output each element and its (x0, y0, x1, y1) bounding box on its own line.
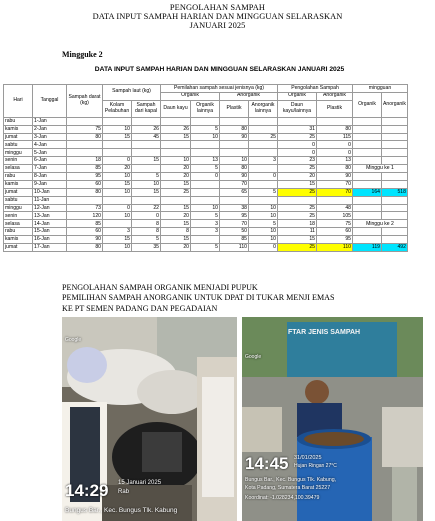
table-cell: 110 (220, 244, 249, 252)
table-cell (382, 212, 408, 220)
data-table (3, 84, 408, 252)
table-cell (249, 165, 278, 173)
table-cell: jumat (4, 244, 33, 252)
table-row (4, 228, 408, 236)
photo-1-date: 15 Januari 2025 (118, 480, 162, 486)
table-cell: 10 (249, 236, 278, 244)
table-cell: 60 (67, 228, 103, 236)
table-cell: 5 (191, 125, 220, 133)
table-cell (132, 165, 161, 173)
table-cell: 13 (191, 157, 220, 165)
table-cell: selasa (4, 220, 33, 228)
table-cell (103, 149, 132, 157)
table-cell: 15 (161, 133, 191, 141)
table-cell: 70 (220, 180, 249, 188)
table-row (4, 133, 408, 141)
table-cell (382, 117, 408, 125)
photo-1 (62, 317, 237, 521)
table-cell: 18 (67, 157, 103, 165)
table-cell (382, 196, 408, 204)
table-cell (382, 157, 408, 165)
photo-1-day: Rab (118, 489, 130, 495)
table-cell: 90 (67, 236, 103, 244)
table-cell (353, 149, 382, 157)
table-cell (132, 149, 161, 157)
table-cell: 10 (249, 212, 278, 220)
table-cell: 3 (103, 228, 132, 236)
table-cell: 0 (278, 141, 317, 149)
table-cell (132, 117, 161, 125)
table-cell (220, 196, 249, 204)
table-cell (382, 180, 408, 188)
header-peng-daun: Daun kayu/lainnya (278, 100, 317, 117)
table-cell: 5 (249, 220, 278, 228)
table-cell: 0 (317, 149, 353, 157)
table-cell (220, 149, 249, 157)
table-cell: 0 (191, 173, 220, 181)
table-cell: 90 (220, 173, 249, 181)
header-daun-kayu: Daun kayu (161, 100, 191, 117)
table-cell: 73 (67, 204, 103, 212)
table-cell (353, 204, 382, 212)
table-cell (353, 180, 382, 188)
table-cell: 25 (249, 133, 278, 141)
photo-1-brand: Google (65, 337, 82, 343)
table-cell: 25 (278, 204, 317, 212)
table-cell: 105 (317, 212, 353, 220)
table-cell (382, 173, 408, 181)
photo-2-date: 31/01/2025 (294, 455, 322, 461)
photo-2-address2: Kota Padang, Sumatera Barat 25227 (245, 485, 331, 491)
table-cell: 20 (161, 212, 191, 220)
table-cell: sabtu (4, 141, 33, 149)
table-cell: 95 (67, 173, 103, 181)
table-cell (353, 133, 382, 141)
table-cell: 10 (103, 244, 132, 252)
table-cell: 8 (132, 220, 161, 228)
table-cell: 16-Jan (33, 236, 67, 244)
table-cell: selasa (4, 165, 33, 173)
table-cell: 13 (317, 157, 353, 165)
table-cell (191, 188, 220, 196)
table-cell: 5-Jan (33, 149, 67, 157)
table-cell: 3 (191, 220, 220, 228)
table-cell: 35 (132, 244, 161, 252)
table-cell (220, 117, 249, 125)
table-cell (353, 141, 382, 149)
table-cell: 80 (317, 125, 353, 133)
table-cell (67, 117, 103, 125)
table-cell (220, 141, 249, 149)
header-mingguan: mingguan (353, 85, 408, 93)
table-cell: 15 (103, 133, 132, 141)
table-row (4, 173, 408, 181)
header-anorganik: Anorganik (220, 92, 278, 100)
header-pemilahan: Pemilahan sampah sesuai jenisnya (kg) (161, 85, 278, 93)
note-line2: PEMILIHAN SAMPAH ANORGANIK UNTUK DPAT DI TUKAR MENJI EMAS (62, 293, 335, 303)
table-cell (132, 141, 161, 149)
table-cell: 5 (132, 236, 161, 244)
table-cell: 45 (132, 133, 161, 141)
photo-2-sign: FTAR JENIS SAMPAH (288, 329, 361, 336)
weekly-anorganik-cell: 492 (382, 244, 408, 252)
table-row (4, 141, 408, 149)
table-cell: 85 (220, 236, 249, 244)
table-cell: 14-Jan (33, 220, 67, 228)
table-cell: 23 (278, 157, 317, 165)
week-note-1: Minggu ke 1 (353, 165, 408, 173)
doc-title-line1: PENGOLAHAN SAMPAH (169, 3, 266, 12)
table-cell: 15 (161, 236, 191, 244)
table-cell (67, 141, 103, 149)
table-cell: 80 (220, 125, 249, 133)
table-cell (382, 125, 408, 133)
table-cell: 10 (161, 157, 191, 165)
table-cell (191, 180, 220, 188)
photo-2-temp: Hujan Ringan 27°C (294, 463, 337, 469)
header-peng-anorganik: Anorganik (317, 92, 353, 100)
table-cell (103, 141, 132, 149)
header-organik: Organik (161, 92, 220, 100)
table-row (4, 180, 408, 188)
table-cell: 60 (67, 180, 103, 188)
table-cell: 15 (132, 188, 161, 196)
table-cell: 0 (103, 204, 132, 212)
table-cell: 85 (67, 220, 103, 228)
week-note-2: Minggu ke 2 (353, 220, 408, 228)
table-cell: 75 (317, 220, 353, 228)
table-cell: 5 (191, 244, 220, 252)
table-cell: 20 (161, 173, 191, 181)
table-cell: 5 (191, 212, 220, 220)
table-cell: 6-Jan (33, 157, 67, 165)
table-cell: 70 (220, 220, 249, 228)
table-cell: 26 (161, 125, 191, 133)
table-cell: 13-Jan (33, 212, 67, 220)
table-cell (317, 117, 353, 125)
header-kolam: Kolam Pelabuhan (103, 100, 132, 117)
table-cell (103, 196, 132, 204)
table-cell (191, 196, 220, 204)
table-cell: 10 (103, 212, 132, 220)
table-cell (249, 149, 278, 157)
table-row (4, 244, 408, 252)
table-cell: 20 (103, 165, 132, 173)
table-cell (103, 220, 132, 228)
table-cell: 15 (161, 220, 191, 228)
table-cell: 3-Jan (33, 133, 67, 141)
table-cell (382, 141, 408, 149)
table-cell: 8-Jan (33, 173, 67, 181)
table-cell: 5 (132, 173, 161, 181)
table-cell (191, 117, 220, 125)
table-cell: 25 (278, 244, 317, 252)
table-cell (278, 196, 317, 204)
header-organik-lainnya: Organik lainnya (191, 100, 220, 117)
header-pengolahan: Pengolahan Sampah (278, 85, 353, 93)
table-cell: 26 (132, 125, 161, 133)
table-cell: 25 (161, 188, 191, 196)
photo-1-location: Bungus Bar., Kec. Bungus Tlk. Kabung (65, 507, 178, 514)
header-peng-organik: Organik (278, 92, 317, 100)
weekly-organik-cell: 119 (353, 244, 382, 252)
table-cell: 15 (103, 180, 132, 188)
table-cell: 0 (103, 157, 132, 165)
header-tanggal: Tanggal (33, 85, 67, 118)
note-line3: KE PT SEMEN PADANG DAN PEGADAIAN (62, 303, 218, 313)
table-cell: 80 (67, 244, 103, 252)
table-cell (382, 204, 408, 212)
photo-2-address1: Bungus Bar., Kec. Bungus Tlk. Kabung, (245, 477, 337, 483)
table-cell (67, 196, 103, 204)
spreadsheet-image (3, 64, 435, 275)
table-cell: 7-Jan (33, 165, 67, 173)
table-cell: 25 (278, 133, 317, 141)
table-cell (353, 212, 382, 220)
table-cell: 0 (317, 141, 353, 149)
table-cell: 80 (220, 165, 249, 173)
table-cell (191, 141, 220, 149)
table-cell: 25 (278, 188, 317, 196)
table-cell: 80 (67, 133, 103, 141)
table-cell: 5 (249, 188, 278, 196)
photo-2 (242, 317, 423, 521)
note-line1: PENGOLAHAN SAMPAH ORGANIK MENJADI PUPUK (62, 283, 258, 292)
weekly-anorganik-cell: 518 (382, 188, 408, 196)
table-cell: 15 (161, 204, 191, 212)
table-cell: 60 (317, 228, 353, 236)
table-cell: 25 (278, 165, 317, 173)
table-row (4, 125, 408, 133)
table-cell: 0 (132, 212, 161, 220)
table-row (4, 157, 408, 165)
photo-1-time: 14:29 (65, 481, 109, 500)
table-cell: 10 (220, 157, 249, 165)
table-cell (161, 149, 191, 157)
table-cell: 80 (317, 165, 353, 173)
table-cell: 65 (220, 188, 249, 196)
table-cell (382, 236, 408, 244)
weekly-organik-cell: 164 (353, 188, 382, 196)
table-cell (161, 117, 191, 125)
table-cell: 115 (317, 133, 353, 141)
table-cell: 20 (161, 165, 191, 173)
header-plastik: Plastik (220, 100, 249, 117)
table-cell (353, 157, 382, 165)
table-cell: 1-Jan (33, 117, 67, 125)
notes (62, 283, 335, 314)
table-cell: rabu (4, 173, 33, 181)
table-cell (353, 228, 382, 236)
table-row (4, 149, 408, 157)
table-cell: 70 (317, 188, 353, 196)
table-cell (353, 196, 382, 204)
table-cell (161, 141, 191, 149)
header-sampah-laut: Sampah laut (kg) (103, 85, 161, 101)
table-cell: 10 (191, 204, 220, 212)
table-row (4, 236, 408, 244)
table-cell: 15 (132, 157, 161, 165)
table-cell: 10-Jan (33, 188, 67, 196)
header-sampah-darat: Sampah darat (kg) (67, 85, 103, 118)
week-label: Mingguke 2 (62, 50, 103, 59)
table-cell: 3 (191, 228, 220, 236)
table-cell (67, 149, 103, 157)
table-cell (353, 236, 382, 244)
table-cell: kamis (4, 180, 33, 188)
table-cell: 110 (317, 244, 353, 252)
table-cell: 10 (191, 133, 220, 141)
table-cell: 120 (67, 212, 103, 220)
table-cell: 22 (132, 204, 161, 212)
table-cell (132, 196, 161, 204)
table-cell: kamis (4, 125, 33, 133)
table-cell (103, 117, 132, 125)
table-cell: 25 (278, 212, 317, 220)
table-cell: 85 (67, 165, 103, 173)
table-cell: 80 (67, 188, 103, 196)
table-cell: 17-Jan (33, 244, 67, 252)
table-cell: 90 (220, 133, 249, 141)
header-hari: Hari (4, 85, 33, 118)
table-cell: 70 (317, 180, 353, 188)
table-cell: 15 (103, 236, 132, 244)
table-cell: 20 (278, 173, 317, 181)
table-cell (353, 173, 382, 181)
photo-2-address3: Koordinat: -1.028234,100.39479 (245, 495, 320, 501)
table-cell: 8 (132, 228, 161, 236)
table-cell: 10 (249, 204, 278, 212)
table-row (4, 196, 408, 204)
table-cell: 5 (191, 165, 220, 173)
table-cell: 15 (161, 180, 191, 188)
table-cell: 18 (278, 220, 317, 228)
table-cell: 0 (278, 149, 317, 157)
table-cell: 11-Jan (33, 196, 67, 204)
table-cell: 8 (161, 228, 191, 236)
header-dari-kapal: Sampah dari kapal (132, 100, 161, 117)
sheet-title: DATA INPUT SAMPAH HARIAN DAN MINGGUAN SELARASKAN JANUARI 2025 (94, 66, 345, 73)
table-cell: minggu (4, 204, 33, 212)
table-row (4, 212, 408, 220)
table-cell (317, 196, 353, 204)
table-cell: kamis (4, 236, 33, 244)
table-cell (249, 117, 278, 125)
table-cell (353, 125, 382, 133)
table-cell: 48 (317, 204, 353, 212)
table-cell: 4-Jan (33, 141, 67, 149)
table-cell: 31 (278, 125, 317, 133)
table-cell (353, 117, 382, 125)
table-cell: 10 (103, 188, 132, 196)
header-peng-plastik: Plastik (317, 100, 353, 117)
table-cell: 11 (278, 228, 317, 236)
table-cell: 15-Jan (33, 228, 67, 236)
table-cell: rabu (4, 228, 33, 236)
table-cell: 10 (132, 180, 161, 188)
table-cell: 15 (278, 236, 317, 244)
doc-title-line2: DATA INPUT SAMPAH HARIAN DAN MINGGUAN SELARASKAN (92, 12, 343, 21)
table-cell: senin (4, 212, 33, 220)
table-cell (249, 141, 278, 149)
table-cell: jumat (4, 188, 33, 196)
table-cell (249, 125, 278, 133)
table-cell: 9-Jan (33, 180, 67, 188)
table-cell (191, 236, 220, 244)
table-cell: sabtu (4, 196, 33, 204)
table-row (4, 204, 408, 212)
table-cell: rabu (4, 117, 33, 125)
table-cell: 0 (249, 244, 278, 252)
table-cell (249, 196, 278, 204)
doc-title-line3: JANUARI 2025 (189, 21, 246, 30)
table-cell: 95 (317, 236, 353, 244)
table-cell (191, 149, 220, 157)
table-cell: 95 (220, 212, 249, 220)
table-cell: 3 (249, 157, 278, 165)
table-row (4, 117, 408, 125)
header-m-anorganik: Anorganik (382, 92, 408, 117)
table-cell: 0 (249, 173, 278, 181)
header-m-organik: Organik (353, 92, 382, 117)
table-cell: 90 (317, 173, 353, 181)
photo-2-time: 14:45 (245, 454, 289, 473)
table-cell: 75 (67, 125, 103, 133)
photo-2-brand: Google (245, 354, 262, 360)
table-cell: 10 (249, 228, 278, 236)
table-cell: 50 (220, 228, 249, 236)
table-row (4, 220, 408, 228)
table-cell (382, 228, 408, 236)
table-cell: 20 (161, 244, 191, 252)
table-cell: 10 (103, 125, 132, 133)
table-cell (278, 117, 317, 125)
table-cell: minggu (4, 149, 33, 157)
table-row (4, 188, 408, 196)
table-row (4, 165, 408, 173)
table-cell: jumat (4, 133, 33, 141)
table-cell: 10 (103, 173, 132, 181)
table-cell: 38 (220, 204, 249, 212)
table-cell: 15 (278, 180, 317, 188)
table-cell (249, 180, 278, 188)
table-cell (382, 149, 408, 157)
table-cell: 2-Jan (33, 125, 67, 133)
table-cell (161, 196, 191, 204)
table-cell: 12-Jan (33, 204, 67, 212)
table-cell: senin (4, 157, 33, 165)
header-anorganik-lainnya: Anorganik lainnya (249, 100, 278, 117)
table-cell (382, 133, 408, 141)
